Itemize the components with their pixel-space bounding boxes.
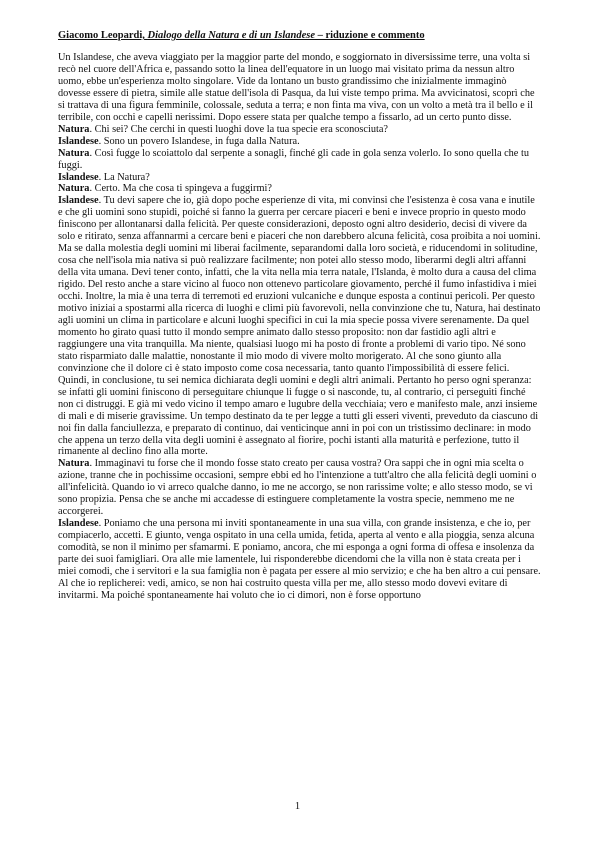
speech-text: . Certo. Ma che cosa ti spingeva a fuggirmi? [89, 183, 272, 195]
speech-text: . Sono un povero Islandese, in fuga dalla Natura. [98, 135, 300, 147]
dialogue-line [58, 195, 541, 458]
document-body [58, 52, 541, 602]
speaker-name: Islandese [58, 518, 99, 530]
dialogue-line [58, 136, 541, 148]
intro-paragraph: Un Islandese, che aveva viaggiato per la maggior parte del mondo, e soggiornato in diversissime terre, una volta si recò nel cuore dell'Africa e, passando sotto la linea dell'equatore in un luogo mai visitato prima da nessun altro uomo, ebbe un'esperienza molto singolare. Vide da lontano un busto grandissimo che inizialmente immaginò dovesse essere di pietra, simile alle statue dell'isola di Pasqua, da lui viste tempo prima. Ma avvicinatosi, scoprì che si trattava di una figura femminile, colossale, seduta a terra; e non finta ma viva, con un volto a metà tra il bello e il terribile, con occhi e capelli nerissimi. Dopo essere stata per qualche tempo a fissarlo, ad un certo punto disse. [58, 52, 535, 123]
speech-text: . Chi sei? Che cerchi in questi luoghi dove la tua specie era sconosciuta? [89, 123, 388, 135]
dialogue-line [58, 183, 541, 195]
speech-text: . Così fugge lo scoiattolo dal serpente a sonagli, finché gli cade in gola senza volerlo. Io sono quella che tu fuggi. [58, 147, 529, 171]
speech-text: . Immaginavi tu forse che il mondo fosse stato creato per causa vostra? Ora sappi che in ogni mia scelta o azione, tranne che in pochissime occasioni, sempre ebbi ed ho l'intenzione a tutt'altro che alla felicità degli uomini o all'infelicità. Quando io vi arreco qualche danno, io me ne accorgo, se non rarissime volte; e allo stesso modo, se vi sono propizia. Pensa che se anche mi accadesse di estinguere completamente la vostra specie, nemmeno me ne accorgerei. [58, 458, 537, 518]
dialogue-line [58, 124, 541, 136]
speaker-name: Natura [58, 123, 90, 135]
speaker-name: Natura [58, 183, 90, 195]
speech-text: . La Natura? [98, 171, 150, 183]
speaker-name: Islandese [58, 195, 99, 207]
title-work: Dialogo della Natura e di un Islandese [147, 30, 315, 41]
title-author: Giacomo Leopardi, [58, 30, 145, 41]
page-number: 1 [294, 801, 301, 812]
speech-text: . Poniamo che una persona mi inviti spontaneamente in una sua villa, con grande insistenza, e che io, per compiacerlo, accetti. E giunto, venga ospitato in una cella umida, fetida, aperta al vento e alla pioggia, senza alcuna comodità, se non il minimo per sfamarmi. E poniamo, ancora, che mi esponga a ogni forma di offesa e insolenza da parte dei suoi famigliari. Ora alle mie lamentele, lui risponderebbe dicendomi che la villa non è stata creata per i miei comodi, che i servitori e la sua famiglia non è pagata per essere al mio servizio; e che ha ben altro a cui pensare. Al che io replicherei: vedi, amico, se non hai costruito questa villa per me, allo stesso modo dovevi evitare di invitarmi. Ma poiché spontaneamente hai voluto che io ci dimori, non è forse opportuno [58, 518, 541, 601]
dialogue-line [58, 172, 541, 184]
speaker-name: Natura [58, 458, 90, 470]
document-title [58, 29, 548, 42]
speaker-name: Natura [58, 147, 90, 159]
dialogue-line [58, 148, 541, 172]
speaker-name: Islandese [58, 135, 99, 147]
dialogue-line [58, 518, 541, 602]
speaker-name: Islandese [58, 171, 99, 183]
dialogue-line [58, 458, 541, 518]
title-rest: – riduzione e commento [314, 30, 425, 41]
speech-text: . Tu devi sapere che io, già dopo poche esperienze di vita, mi convinsi che l'esistenza è cosa vana e inutile e che gli uomini sono stupidi, poiché si fanno la guerra per cercare piaceri e beni e invece proprio in questo modo finiscono per allontanarsi dalla felicità. Per queste considerazioni, deposto ogni altro desiderio, decisi di vivere da solo e ritirato, senza affannarmi a cercare beni e piaceri che non darebbero alcuna felicità, cosa proibita a noi uomini. Ma se dalla molestia degli uomini mi liberai facilmente, separandomi dalla loro società, e riducendomi in solitudine, cosa che nell'isola mia nativa si può realizzare facilmente; non potei allo stesso modo, liberarmi degli altri affanni della vita umana. Devi tener conto, infatti, che la vita nella mia terra natale, l'Islanda, è molto dura a causa del clima rigido. Del resto anche a stare vicino al fuoco non ottenevo particolare giovamento, perché il fumo infastidiva i miei occhi. Inoltre, la mia è una terra di terremoti ed eruzioni vulcaniche e dunque esposta a continui pericoli. Per questo motivo iniziai a spostarmi alla ricerca di luoghi e climi più favorevoli, nella convinzione che tu, Natura, hai destinato agli uomini un clima in particolare e alcuni luoghi specifici in cui la mia specie possa vivere serenamente. Da quel momento ho girato quasi tutto il mondo sempre animato dallo stesso proposito: non dar fastidio agli altri e raggiungere una vita tranquilla. Ma niente, qualsiasi luogo mi ha posto di fronte a problemi di vario tipo. Né sono stato risparmiato dalle malattie, nonostante il mio modo di vivere molto morigerato. Al che sono giunto alla convinzione che il dolore ci è stato imposto come cosa necessaria, tanto quanto l'impossibilità di essere felici. Quindi, in conclusione, tu sei nemica dichiarata degli uomini e degli altri animali. Pertanto ho perso ogni speranza: se infatti gli uomini finiscono di perseguitare chiunque li fugge o si nasconde, tu, al contrario, ci perseguiti finché non ci distruggi. E già mi vedo vicino il tempo amaro e lugubre della vecchiaia; vero e manifesto male, anzi insieme di mali e di miserie gravissime. Un tempo destinato da te per legge a tutti gli esseri viventi, preveduto da ciascuno di noi fin dalla fanciullezza, e preparato di continuo, dai venticinque anni in poi con un tristissimo declinare: in modo che appena un terzo della vita degli uomini è assegnato al fiorire, pochi istanti alla maturità e perfezione, tutto il rimanente al declino fino alla morte. [58, 195, 541, 458]
